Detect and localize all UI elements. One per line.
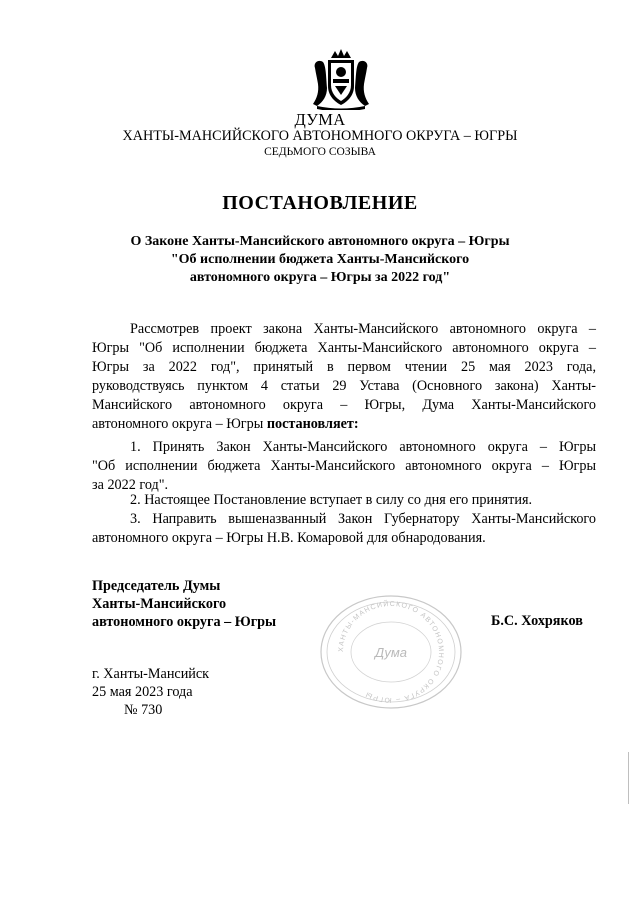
text-fragment: автономного округа – Югры: [92, 416, 267, 432]
text-line: 2. Настоящее Постановление вступает в силу со дня его принятия.: [130, 492, 533, 508]
region-name: ХАНТЫ-МАНСИЙСКОГО АВТОНОМНОГО ОКРУГА – ЮГРЫ: [122, 128, 518, 144]
preamble-paragraph: [92, 320, 596, 434]
convocation: СЕДЬМОГО СОЗЫВА: [264, 146, 376, 158]
text-line: руководствуясь пунктом 4 статьи 29 Устава (Основного закона) Ханты-: [92, 378, 596, 394]
scan-edge-mark: [628, 752, 629, 804]
subject-line: "Об исполнении бюджета Ханты-Мансийского: [170, 252, 470, 267]
item-2-paragraph: [92, 491, 596, 510]
text-line: за 2022 год".: [92, 477, 169, 493]
text-line: Югры за 2022 год", принятый в первом чтении 25 мая 2023 года,: [92, 359, 596, 375]
org-name: ДУМА: [294, 110, 346, 129]
signatory-name: Б.С. Хохряков: [491, 613, 583, 629]
item-1-paragraph: [92, 438, 596, 495]
city: г. Ханты-Мансийск: [92, 666, 210, 682]
text-line: 3. Направить вышеназванный Закон Губернатору Ханты-Мансийского: [130, 511, 596, 527]
position-line: Председатель Думы: [92, 578, 221, 594]
signatory-position: [92, 577, 276, 631]
stamp-center-text: Дума: [375, 645, 407, 660]
place-date-number: [92, 665, 209, 719]
text-line: [92, 415, 596, 434]
text-line: Югры "Об исполнении бюджета Ханты-Мансийского автономного округа –: [92, 340, 596, 356]
subject-line: автономного округа – Югры за 2022 год": [189, 270, 451, 285]
text-line: Рассмотрев проект закона Ханты-Мансийского автономного округа –: [130, 321, 596, 337]
subject-line: О Законе Ханты-Мансийского автономного округа – Югры: [130, 234, 510, 249]
text-line: автономного округа – Югры Н.В. Комаровой для обнародования.: [92, 530, 486, 546]
document-type-title: ПОСТАНОВЛЕНИЕ: [222, 192, 418, 214]
position-line: Ханты-Мансийского: [92, 596, 227, 612]
official-stamp: [318, 593, 464, 711]
coat-of-arms-emblem: [309, 48, 373, 110]
date: 25 мая 2023 года: [92, 684, 193, 700]
text-line: 1. Принять Закон Ханты-Мансийского автономного округа – Югры: [130, 439, 596, 455]
stamp-ring-text: ХАНТЫ-МАНСИЙСКОГО АВТОНОМНОГО ОКРУГА – ЮГРЫ: [337, 600, 445, 704]
document-number: № 730: [124, 702, 163, 718]
resolves-word: постановляет:: [266, 416, 359, 432]
position-line: автономного округа – Югры: [92, 614, 277, 630]
item-3-paragraph: [92, 510, 596, 548]
text-line: Мансийского автономного округа – Югры, Дума Ханты-Мансийского: [92, 397, 596, 413]
text-line: "Об исполнении бюджета Ханты-Мансийского автономного округа – Югры: [92, 458, 596, 474]
document-subject: [0, 233, 640, 287]
